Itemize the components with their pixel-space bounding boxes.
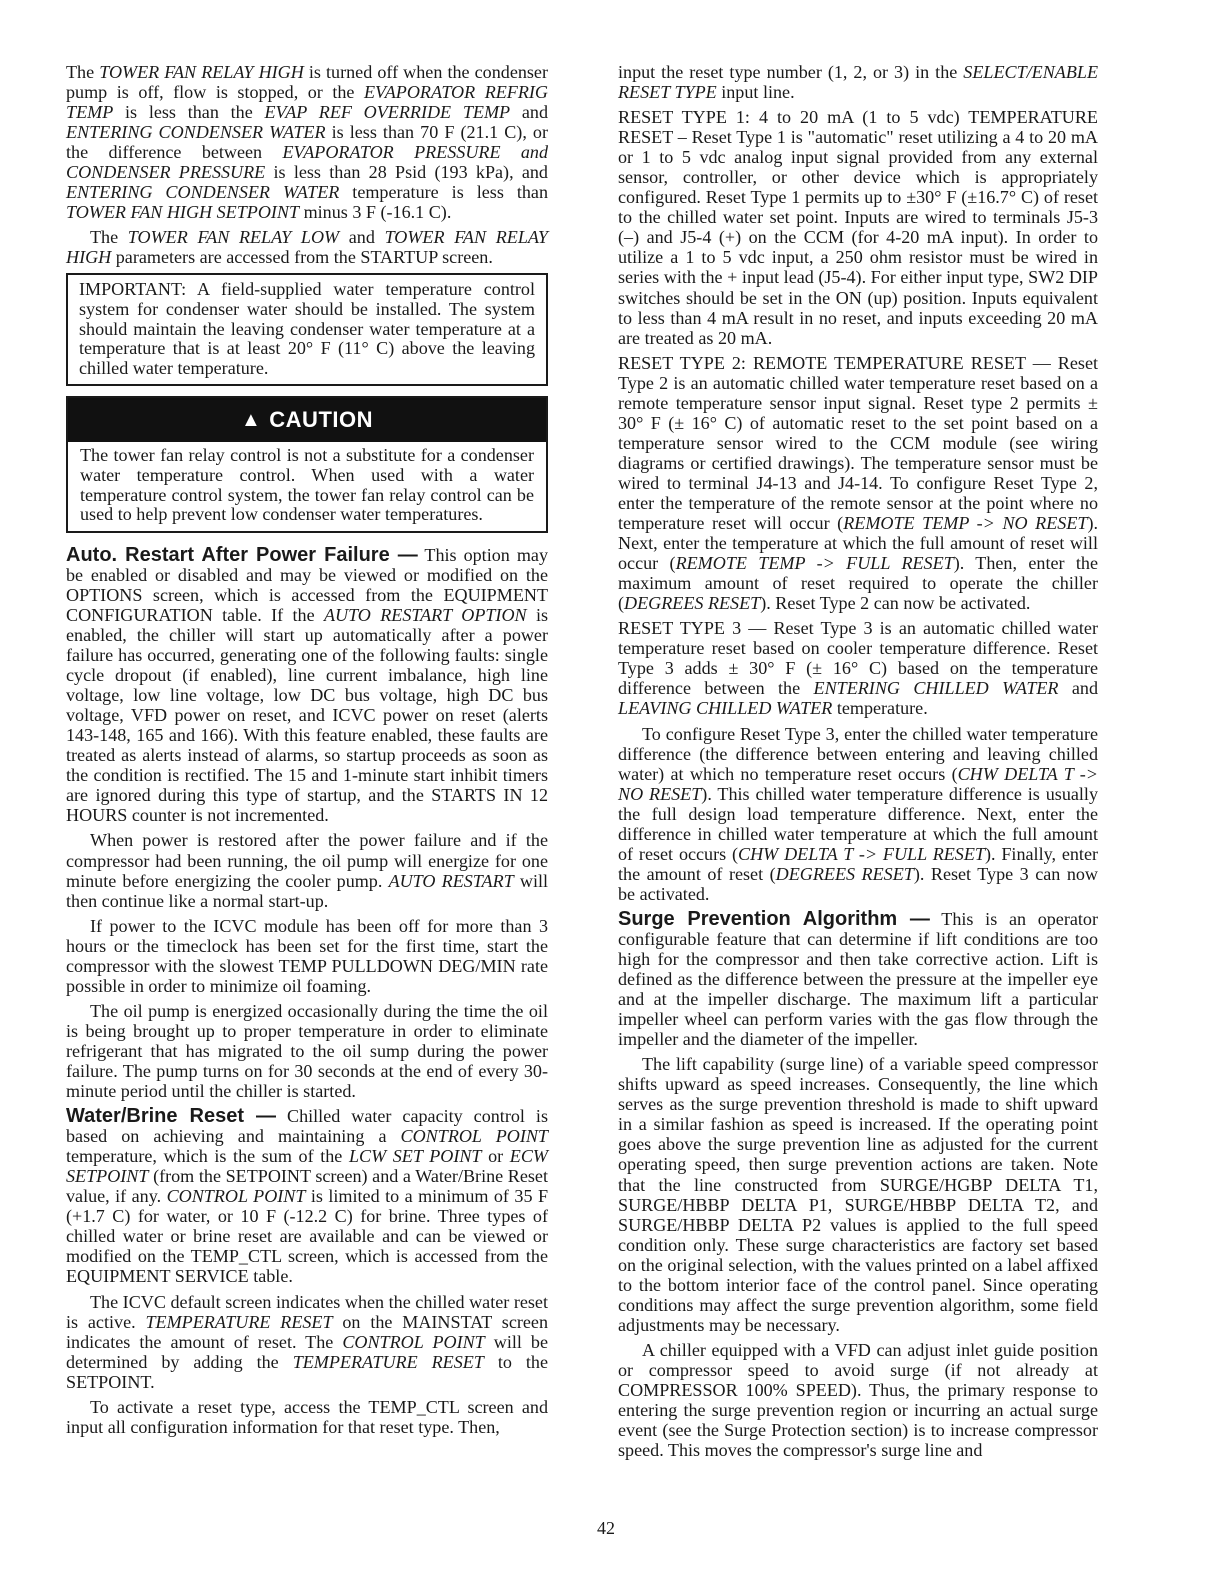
power-restored-paragraph: When power is restored after the power failure and if the compressor had been running, the oil pump will energize for one minute before energizing the cooler pump. AUTO RESTART will then continue like a normal start-up. [66, 830, 549, 911]
italic-term: TOWER FAN RELAY HIGH [66, 227, 548, 268]
italic-term: CONTROL POINT [400, 1126, 548, 1147]
caution-body [68, 442, 546, 530]
icvc-default-screen-paragraph: The ICVC default screen indicates when the chilled water reset is active. TEMPERATURE RESET on the MAINSTAT screen indicates the amount of reset. The CONTROL POINT will be determined by adding the TEMPERATURE RESET to the SETPOINT. [66, 1291, 549, 1392]
caution-box [66, 396, 548, 532]
reset-type-3-config-paragraph: To configure Reset Type 3, enter the chilled water temperature difference (the difference between entering and leaving chilled water) at which no temperature reset occurs (CHW DELTA T -> NO RESET). This chilled water temperature difference is usually the full design load temperature difference. Next, enter the difference in chilled water temperature at which the full amount of reset occurs (CHW DELTA T -> FULL RESET). Finally, enter the amount of reset (DEGREES RESET). Reset Type 3 can now be activated. [618, 723, 1099, 904]
italic-term: EVAPORATOR PRESSURE and CONDENSER PRESSURE [66, 142, 548, 183]
auto-restart-paragraph [66, 545, 548, 826]
auto-restart-intro: This option may be enabled or disabled and may be viewed or modified on the OPTIONS screen, which is accessed from the EQUIPMENT CONFIGURATION table. If the AUTO RESTART OPTION is enabled, the chiller will start up automatically after a power failure has occurred, generating one of the following faults: single cycle dropout (if enabled), line current imbalance, high line voltage, low line voltage, low DC bus voltage, high DC bus voltage, VFD power on reset, and ICVC power on reset (alerts 143-148, 165 and 166). With this feature enabled, these faults are treated as alerts instead of alarms, so startup proceeds as soon as the condition is rectified. The 15 and 1-minute start inhibit timers are ignored during this type of startup, and the STARTS IN 12 HOURS counter is not incremented. [66, 544, 549, 826]
auto-restart-heading: Auto. Restart After Power Failure — [66, 543, 418, 566]
vfd-surge-paragraph: A chiller equipped with a VFD can adjust inlet guide position or compressor speed to avoid surge (if not already at COMPRESSOR 100% SPEED). Thus, the primary response to entering the surge prevention region or incurring an actual surge event (see the Surge Protection section) is to increase compressor speed. This moves the compressor's surge line and [618, 1339, 1098, 1461]
italic-term: REMOTE TEMP -> NO RESET [843, 513, 1088, 534]
water-brine-heading: Water/Brine Reset — [66, 1105, 277, 1128]
italic-term: ENTERING CHILLED WATER [813, 678, 1059, 699]
tower-fan-parameters-paragraph: The TOWER FAN RELAY LOW and TOWER FAN RELAY HIGH parameters are accessed from the STARTUP screen. [66, 227, 548, 268]
caution-text: The tower fan relay control is not a substitute for a condenser water temperature control. When used with a water temperature control system, the tower fan relay control can be used to help prevent low condenser water temperatures. [80, 445, 534, 525]
surge-prevention-intro: This is an operator configurable feature that can determine if lift conditions are too high for the compressor and then take corrective action. Lift is defined as the difference between the pressure at the impeller eye and at the impeller discharge. The maximum lift a particular impeller wheel can perform varies with the gas flow through the impeller and the diameter of the impeller. [618, 908, 1098, 1050]
italic-term: CHW DELTA T -> FULL RESET [738, 843, 985, 864]
reset-type-1-paragraph: RESET TYPE 1: 4 to 20 mA (1 to 5 vdc) TEMPERATURE RESET – Reset Type 1 is "automatic" reset utilizing a 4 to 20 mA or 1 to 5 vdc analog input signal provided from any external sensor, controller, or other device which is appropriately configured. Reset Type 1 permits up to ±30° F (±16.7° C) of reset to the chilled water set point. Inputs are wired to terminals J5-3 (–) and J5-4 (+) on the CCM (for 4-20 mA input). In order to utilize a 1 to 5 vdc input, a 250 ohm resistor must be wired in series with the + input lead (J5-4). For either input type, SW2 DIP switches should be set in the ON (up) position. Inputs equivalent to less than 4 mA result in no reset, and inputs exceeding 20 mA are treated as 20 mA. [618, 107, 1098, 348]
italic-term: SELECT/ENABLE RESET TYPE [618, 62, 1098, 103]
italic-term: REMOTE TEMP -> FULL RESET [675, 553, 954, 574]
activate-reset-paragraph: To activate a reset type, access the TEMP_CTL screen and input all configuration information for that reset type. Then, [66, 1396, 548, 1437]
italic-term: ENTERING CONDENSER WATER [66, 182, 340, 203]
italic-term: LCW SET POINT [348, 1146, 482, 1167]
italic-term: ENTERING CONDENSER WATER [66, 122, 326, 143]
important-notice-text: IMPORTANT: A field-supplied water temperature control system for condenser water should be installed. The system should maintain the leaving condenser water temperature at a temperature that is at least 20° F (11° C) above the leaving chilled water temperature. [79, 279, 535, 378]
italic-term: EVAP REF OVERRIDE TEMP [264, 102, 511, 123]
page-number: 42 [597, 1518, 615, 1538]
water-brine-intro: Chilled water capacity control is based on achieving and maintaining a CONTROL POINT temperature, which is the sum of the LCW SET POINT or ECW SETPOINT (from the SETPOINT screen) and a Water/Brine Reset value, if any. CONTROL POINT is limited to a minimum of 35 F (+1.7 C) for water, or 10 F (-12.2 C) for brine. Three types of chilled water or brine reset are available and can be viewed or modified on the TEMP_CTL screen, which is accessed from the EQUIPMENT SERVICE table. [66, 1106, 549, 1287]
italic-term: AUTO RESTART [388, 870, 514, 891]
icvc-power-off-paragraph: If power to the ICVC module has been off for more than 3 hours or the timeclock has been set for the first time, start the compressor with the slowest TEMP PULLDOWN DEG/MIN rate possible in order to minimize oil foaming. [66, 915, 548, 996]
caution-header [68, 398, 546, 442]
italic-term: LEAVING CHILLED WATER [618, 698, 833, 719]
italic-term: TOWER FAN HIGH SETPOINT [66, 202, 300, 223]
oil-pump-paragraph: The oil pump is energized occasionally during the time the oil is being brought up to proper temperature in order to eliminate refrigerant that has migrated to the oil sump during the power failure. The pump turns on for 30 seconds at the end of every 30-minute period until the chiller is started. [66, 1000, 548, 1102]
warning-triangle-icon: ▲ [240, 408, 262, 431]
tower-fan-high-paragraph: The TOWER FAN RELAY HIGH is turned off when the condenser pump is off, flow is stopped, or the EVAPORATOR REFRIG TEMP is less than the EVAP REF OVERRIDE TEMP and ENTERING CONDENSER WATER is less than 70 F (21.1 C), or the difference between EVAPORATOR PRESSURE and CONDENSER PRESSURE is less than 28 Psid (193 kPa), and ENTERING CONDENSER WATER temperature is less than TOWER FAN HIGH SETPOINT minus 3 F (-16.1 C). [66, 62, 548, 223]
right-column [618, 62, 1098, 1465]
italic-term: CHW DELTA T -> NO RESET [618, 763, 1099, 804]
left-column [66, 62, 548, 1442]
italic-term: TOWER FAN RELAY HIGH [99, 62, 304, 82]
italic-term: CONTROL POINT [342, 1331, 485, 1352]
italic-term: TEMPERATURE RESET [292, 1351, 484, 1372]
caution-title: CAUTION [269, 407, 373, 433]
italic-term: CONTROL POINT [166, 1186, 306, 1207]
italic-term: AUTO RESTART OPTION [323, 604, 527, 625]
reset-type-3-paragraph: RESET TYPE 3 — Reset Type 3 is an automatic chilled water temperature reset based on cooler temperature difference. Reset Type 3 adds ± 30° F (± 16° C) based on the temperature difference between the ENTERING CHILLED WATER and LEAVING CHILLED WATER temperature. [618, 618, 1098, 719]
italic-term: TOWER FAN RELAY LOW [127, 227, 340, 248]
lift-capability-paragraph: The lift capability (surge line) of a variable speed compressor shifts upward as speed increases. Consequently, the line which serves as the surge prevention threshold is made to shift upward in a similar fashion as speed is increased. If the operating point goes above the surge prevention line as adjusted for the current operating speed, then surge prevention actions are taken. Note that the line constructed from SURGE/HGBP DELTA T1, SURGE/HBBP DELTA P1, SURGE/HBBP DELTA T2, and SURGE/HBBP DELTA P2 values is applied to the full speed condition only. These surge characteristics are factory set based on the original selection, with the values printed on a label affixed to the bottom interior face of the control panel. Since operating conditions may affect the surge prevention algorithm, some field adjustments may be necessary. [618, 1054, 1098, 1335]
italic-term: EVAPORATOR REFRIG TEMP [66, 82, 548, 123]
italic-term: DEGREES RESET [775, 863, 914, 884]
italic-term: DEGREES RESET [624, 593, 761, 614]
italic-term: ECW SETPOINT [66, 1146, 548, 1187]
important-notice-box [66, 273, 548, 386]
surge-prevention-heading: Surge Prevention Algorithm — [618, 907, 930, 930]
surge-prevention-paragraph [618, 909, 1098, 1049]
italic-term: TEMPERATURE RESET [145, 1311, 333, 1332]
water-brine-paragraph [66, 1106, 548, 1286]
reset-type-2-paragraph: RESET TYPE 2: REMOTE TEMPERATURE RESET — Reset Type 2 is an automatic chilled water temperature reset based on a remote temperature sensor input signal. Reset type 2 permits ± 30° F (± 16° C) of automatic reset to the set point based on a temperature sensor wired to the CCM module (see wiring diagrams or certified drawings). The temperature sensor must be wired to terminal J4-13 and J4-14. To configure Reset Type 2, enter the temperature of the remote sensor at the point where no temperature reset will occur (REMOTE TEMP -> NO RESET). Next, enter the temperature at which the full amount of reset will occur (REMOTE TEMP -> FULL RESET). Then, enter the maximum amount of reset required to operate the chiller (DEGREES RESET). Reset Type 2 can now be activated. [618, 352, 1098, 614]
reset-type-input-paragraph: input the reset type number (1, 2, or 3) in the SELECT/ENABLE RESET TYPE input line. [618, 62, 1098, 103]
